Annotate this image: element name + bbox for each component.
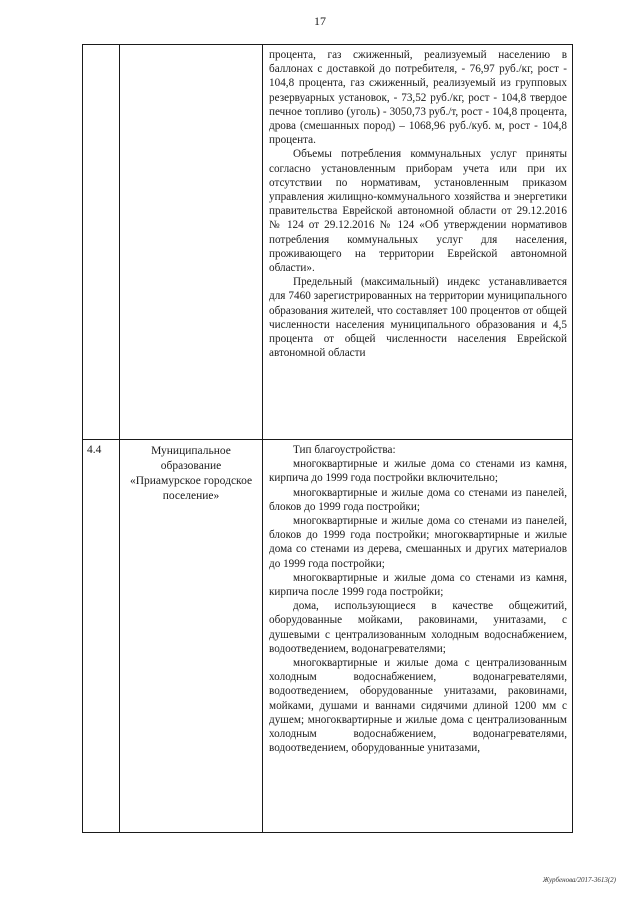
municipality-name: Муниципальное образование «Приамурское городское поселение» xyxy=(129,445,253,502)
row-number-cell xyxy=(83,45,120,440)
page-number: 17 xyxy=(314,14,326,28)
municipality-cell xyxy=(120,45,263,440)
row-number xyxy=(83,45,119,49)
row-number-cell xyxy=(83,440,120,833)
municipality-cell xyxy=(120,440,263,833)
municipality-name xyxy=(120,45,262,49)
document-table xyxy=(82,44,573,833)
paragraph: многоквартирные и жилые дома со стенами из панелей, блоков до 1999 года постройки; xyxy=(269,486,567,513)
paragraph: Тип благоустройства: xyxy=(293,444,396,456)
table-row xyxy=(83,440,573,833)
paragraph: Объемы потребления коммунальных услуг приняты согласно установленным приборам учета или при их отсутствии по нормативам, установленным приказом управления жилищно-коммунального хозяйства и энергетики правительства Еврейской автономной области от 29.12.2016 № 124 от 29.12.2016 № 124 «Об утверждении нормативов потребления коммунальных услуг для населения, проживающего на территории Еврейской автономной области». xyxy=(269,148,567,275)
paragraph: многоквартирные и жилые дома со стенами из панелей, блоков до 1999 года постройки; многоквартирные и жилые дома со стенами из дерева, смешанных и других материалов до 1999 года постройки; xyxy=(269,515,567,570)
paragraph: многоквартирные и жилые дома с централизованным холодным водоснабжением, водонагревателями, водоотведением, оборудованные унитазами, раковинами, мойками, душами и ваннами сидячими длиной 1200 мм с душем; многоквартирные и жилые дома с централизованным холодным водоснабжением, водонагревателями, водоотведением, оборудованные унитазами, xyxy=(269,657,567,755)
paragraph: Предельный (максимальный) индекс устанавливается для 7460 зарегистрированных на территории муниципального образования жителей, что составляет 100 процентов от общей численности населения муниципального образования и 4,5 процента от общей численности населения Еврейской автономной области xyxy=(269,276,567,360)
description-cell xyxy=(263,45,573,440)
paragraph: многоквартирные и жилые дома со стенами из камня, кирпича после 1999 года постройки; xyxy=(269,571,567,599)
description-cell xyxy=(263,440,573,833)
paragraph: процента, газ сжиженный, реализуемый населению в баллонах с доставкой до потребителя, - 76,97 руб./кг, рост - 104,8 процента, газ сжиженный, реализуемый из групповых резервуарных установок, - 73,52 руб./кг, рост - 104,8 твердое печное топливо (уголь) - 3050,73 руб./т, рост - 104,8 процента, дрова (смешанных пород) – 1068,96 руб./куб. м, рост - 104,8 процента. xyxy=(269,49,567,147)
row-number: 4.4 xyxy=(87,444,102,456)
table-row xyxy=(83,45,573,440)
paragraph: дома, использующиеся в качестве общежитий, оборудованные мойками, раковинами, унитазами, с душевыми с централизованным холодным водоснабжением, водоотведением, водонагревателями; xyxy=(269,600,567,655)
document-footer-code: Журбенова/2017-3613(2) xyxy=(542,876,616,884)
paragraph: многоквартирные и жилые дома со стенами из камня, кирпича до 1999 года постройки включительно; xyxy=(269,458,567,485)
